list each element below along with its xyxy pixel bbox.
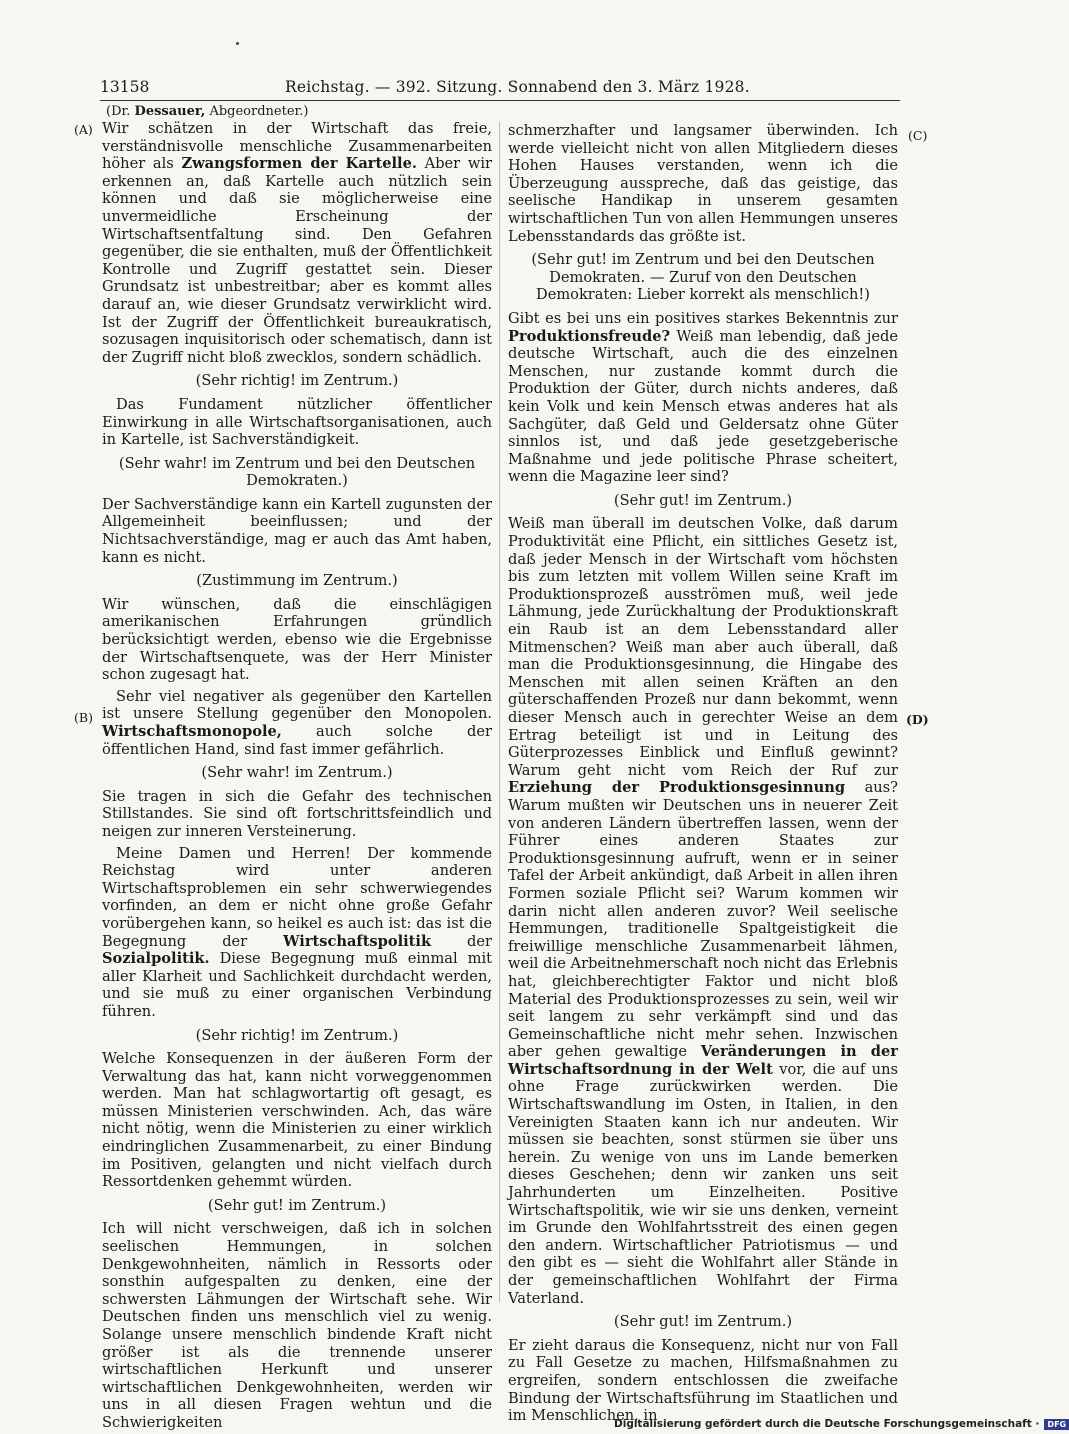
paragraph: Gibt es bei uns ein positives starkes Bekenntnis zur Produktionsfreude? Weiß man lebendig, daß jede deutsche Wirtschaft, auch die des einzelnen Menschen, nur zustande kommt durch die Produktion der Güter, durch nichts anderes, daß kein Volk und kein Mensch etwas anderes hat als Sachgüter, daß Geld und Geldersatz ohne Güter sinnlos ist, und daß jede gesetzgeberische Maßnahme und jede politische Phrase scheitert, wenn die Magazine leer sind? <box>508 309 898 486</box>
paragraph: Weiß man überall im deutschen Volke, daß darum Produktivität eine Pflicht, ein sittliches Gesetz ist, daß jeder Mensch in der Wirtschaft vom höchsten bis zum letzten mit vollem Willen seine Kraft im Produktionsprozeß ausströmen muß, weil jede Lähmung, jede Zurückhaltung der Produktionskraft ein Raub ist an dem Lebensstandard aller Mitmenschen? Weiß man aber auch überall, daß man die Produktionsgesinnung, die Hingabe des Menschen mit allen seinen Kräften an den güterschaffenden Prozeß nur dann bekommt, wenn dieser Mensch auch in gerechter Weise an dem Ertrag beteiligt ist und in Leitung des Güterprozesses Einblick und Einfluß gewinnt? Warum geht nicht vom Reich der Ruf zur Erziehung der Produktionsgesinnung aus? Warum mußten wir Deutschen uns in neuerer Zeit von anderen Ländern übertreffen lassen, wenn der Führer eines anderen Staates zur Produktionsgesinnung aufruft, wenn er in seiner Tafel der Arbeit ankündigt, daß Arbeit in allen ihren Formen soziale Pflicht sei? Warum kommen wir darin nicht allen anderen zuvor? Weil seelische Hemmungen, traditionelle Spaltgeistigkeit die freiwillige menschliche Zusammenarbeit lähmen, weil die Arbeitnehmerschaft noch nicht das Erlebnis hat, gleichberechtigter Faktor und nicht bloß Material des Produktionsprozesses zu sein, weil wir seit langem zu sehr verkämpft sind und das Gemeinschaftliche nicht mehr sehen. Inzwischen aber gehen gewaltige Veränderungen in der Wirtschaftsordnung in der Welt vor, die auf uns ohne Frage zurückwirken werden. Die Wirtschaftswandlung im Osten, in Italien, in den Vereinigten Staaten kann ich nur andeuten. Wir müssen sie beachten, sonst stürmen sie über uns herein. Zu wenige von uns im Lande bemerken dieses Geschehen; denn wir zanken uns seit Jahrhunderten um Einzelheiten. Positive Wirtschaftspolitik, wie wir sie uns denken, verneint im Grunde den Wohlfahrtsstreit des einen gegen den andern. Wirtschaftlicher Patriotismus — und den gibt es — sieht die Wohlfahrt aller Stände in der gemeinschaftlichen Wohlfahrt der Firma Vaterland. <box>508 515 898 1307</box>
interjection: (Sehr wahr! im Zentrum.) <box>201 764 393 782</box>
margin-marker-a: (A) <box>74 122 93 137</box>
margin-marker-b: (B) <box>74 710 93 725</box>
margin-marker-c: (C) <box>908 128 928 143</box>
paragraph: Wir wünschen, daß die einschlägigen amerikanischen Erfahrungen gründlich berücksichtigt werden, ebenso wie die Ergebnisse der Wirtschaftsenquete, was der Herr Minister schon zugesagt hat. <box>102 595 492 684</box>
scan-speck <box>236 42 239 45</box>
right-column <box>508 122 898 1425</box>
margin-marker-d: (D) <box>906 712 929 727</box>
footer-text: Digitalisierung gefördert durch die Deutsche Forschungsgemeinschaft · <box>614 1418 1040 1430</box>
header-rule <box>100 100 900 101</box>
interjection: (Sehr richtig! im Zentrum.) <box>195 372 399 390</box>
paragraph: schmerzhafter und langsamer überwinden. Ich werde vielleicht nicht von allen Mitgliedern dieses Hohen Hauses verstanden, wenn ich die Überzeugung ausspreche, daß das geistige, das seelische Handikap in unserem gesamten wirtschaftlichen Tun von allen Hemmungen unseres Lebensstandards das größte ist. <box>508 122 898 245</box>
page-header <box>100 78 900 100</box>
interjection: (Sehr wahr! im Zentrum und bei den Deutschen Demokraten.) <box>118 454 476 490</box>
page-number: 13158 <box>100 78 150 96</box>
digitization-credit <box>614 1418 1069 1430</box>
paragraph: Wir schätzen in der Wirtschaft das freie, verständnisvolle menschliche Zusammenarbeiten höher als Zwangsformen der Kartelle. Aber wir erkennen an, daß Kartelle auch nützlich sein können und daß sie möglicherweise eine unvermeidliche Erscheinung der Wirtschaftsentfaltung sind. Den Gefahren gegenüber, die sie enthalten, muß der Öffentlichkeit Kontrolle und Zugriff gestattet sein. Dieser Grundsatz ist unbestreitbar; aber es kommt alles darauf an, wie dieser Grundsatz verwirklicht wird. Ist der Zugriff der Öffentlichkeit bureaukratisch, sozusagen inquisitorisch oder schematisch, dann ist der Zugriff nicht bloß zwecklos, sondern schädlich. <box>102 120 492 366</box>
interjection: (Sehr richtig! im Zentrum.) <box>195 1026 399 1044</box>
speaker-name: Dessauer, <box>134 104 206 119</box>
paragraph: Sie tragen in sich die Gefahr des technischen Stillstandes. Sie sind oft fortschrittsfeindlich und neigen zur inneren Versteinerung. <box>102 787 492 840</box>
paragraph: Das Fundament nützlicher öffentlicher Einwirkung in alle Wirtschaftsorganisationen, auch in Kartelle, ist Sachverständigkeit. <box>102 395 492 449</box>
paragraph: Sehr viel negativer als gegenüber den Kartellen ist unsere Stellung gegenüber den Monopolen. Wirtschaftsmonopole, auch solche der öffentlichen Hand, sind fast immer gefährlich. <box>102 687 492 758</box>
speaker-prefix: (Dr. <box>106 104 135 119</box>
interjection: (Sehr gut! im Zentrum und bei den Deutschen Demokraten. — Zuruf von den Deutschen Demokraten: Lieber korrekt als menschlich!) <box>531 251 875 304</box>
paragraph: Welche Konsequenzen in der äußeren Form der Verwaltung das hat, kann nicht vorweggenommen werden. Man hat schlagwortartig oft gesagt, es müssen Ministerien verschwinden. Ach, das wäre nicht nötig, wenn die Ministerien zu einer wirklich eindringlichen Zusammenarbeit, zu einer Bindung im Positiven, gelangten und nicht vielfach durch Ressortdenken gehemmt würden. <box>102 1050 492 1191</box>
paragraph: Er zieht daraus die Konsequenz, nicht nur von Fall zu Fall Gesetze zu machen, Hilfsmaßnahmen zu ergreifen, sondern entschlossen die zweifache Bindung der Wirtschaftsführung im Staatlichen und im Menschlichen, in <box>508 1336 898 1425</box>
paragraph: Der Sachverständige kann ein Kartell zugunsten der Allgemeinheit beeinflussen; und der Nichtsachverständige, mag er auch das Amt haben, kann es nicht. <box>102 495 492 566</box>
running-title: Reichstag. — 392. Sitzung. Sonnabend den 3. März 1928. <box>285 78 750 96</box>
dfg-logo: DFG <box>1044 1419 1069 1430</box>
interjection: (Zustimmung im Zentrum.) <box>196 572 398 590</box>
speaker-line <box>106 104 309 119</box>
speaker-suffix: Abgeordneter.) <box>205 104 309 119</box>
paragraph: Meine Damen und Herren! Der kommende Reichstag wird unter anderen Wirtschaftsproblemen ein sehr schwerwiegendes vorfinden, an dem er nicht ohne große Gefahr vorübergehen kann, so heikel es auch ist: das ist die Begegnung der Wirtschaftspolitik der Sozialpolitik. Diese Begegnung muß einmal mit aller Klarheit und Sachlichkeit durchdacht werden, und sie muß zu einer organischen Verbindung führen. <box>102 844 493 1020</box>
paragraph: Ich will nicht verschweigen, daß ich in solchen seelischen Hemmungen, in solchen Denkgewohnheiten, nämlich in Ressorts oder sonsthin aufgespalten zu denken, eine der schwersten Lähmungen der Wirtschaft sehe. Wir Deutschen finden uns menschlich viel zu wenig. Solange unsere menschlich bindende Kraft nicht größer ist als die trennende unserer wirtschaftlichen Herkunft und unserer wirtschaftlichen Denkgewohnheiten, werden wir uns in all diesen Fragen wehtun und die Schwierigkeiten <box>102 1220 492 1431</box>
left-column <box>102 120 492 1432</box>
interjection: (Sehr gut! im Zentrum.) <box>613 491 793 509</box>
interjection: (Sehr gut! im Zentrum.) <box>613 1313 793 1331</box>
column-divider <box>499 122 500 1302</box>
interjection: (Sehr gut! im Zentrum.) <box>207 1196 387 1214</box>
